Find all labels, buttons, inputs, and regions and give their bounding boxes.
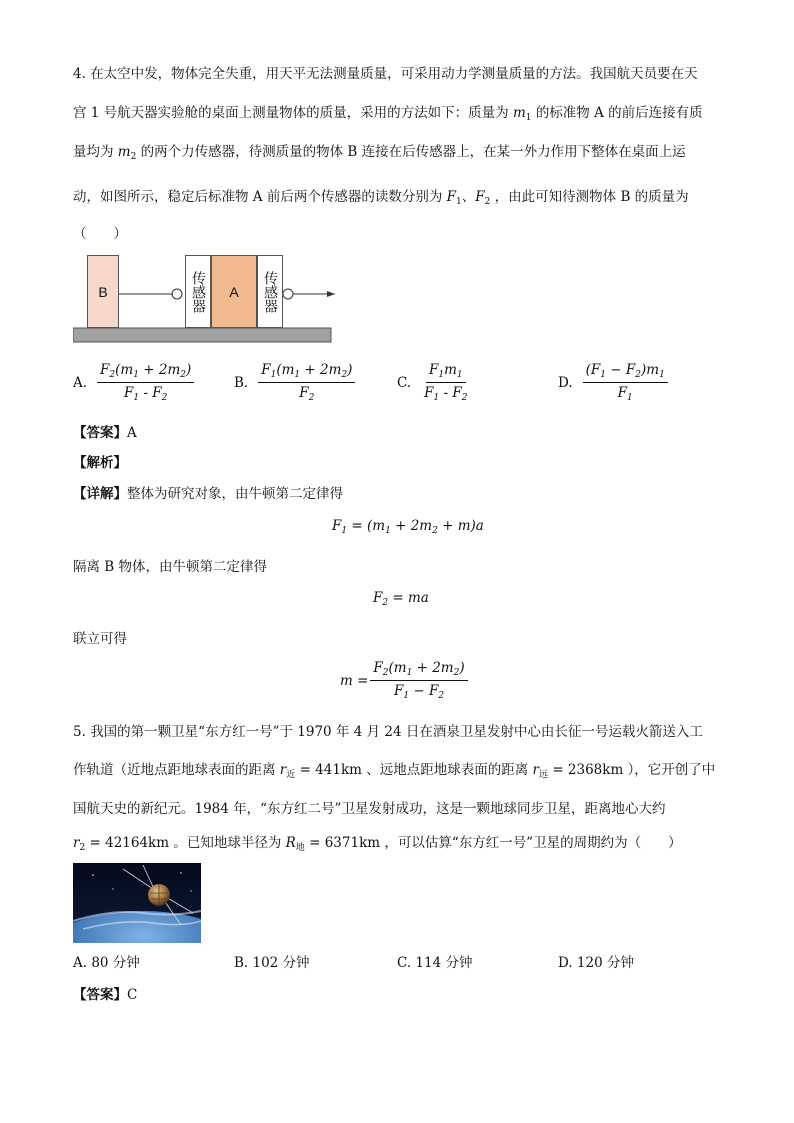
sensor-left-label: 传感器 xyxy=(190,270,206,313)
var-r-earth: $R_地$ xyxy=(285,835,305,853)
q4-text-3b: 的两个力传感器，待测质量的物体 B 连接在后传感器上，在某一外力作用下整体在桌面上运 xyxy=(140,144,686,160)
equation-3: m = $\frac{F_2(m_1 + 2m_2)}{F_1 - F_2}$ xyxy=(340,660,470,701)
arrow-head-icon xyxy=(327,291,335,297)
q4-option-b-formula: $\frac{F_1(m_1 + 2m_2)}{F_2}$ xyxy=(258,362,355,403)
q4-line-3 xyxy=(73,140,686,162)
q5-line-1 xyxy=(73,720,703,740)
q4-text-3a: 量均为 xyxy=(73,144,114,160)
q5-answer-value: C xyxy=(127,987,138,1003)
hook-left-icon xyxy=(172,289,182,299)
q5-text-2a: 作轨道（近地点距地球表面的距离 xyxy=(73,762,276,778)
q5-answer xyxy=(73,983,137,1003)
q4-combine-text: 联立可得 xyxy=(73,631,127,647)
var-r-far: $r_远$ xyxy=(532,762,549,780)
q4-line-2 xyxy=(73,101,703,123)
q4-paren: （ ） xyxy=(73,226,127,242)
q4-detail-text: 整体为研究对象，由牛顿第二定律得 xyxy=(127,486,343,502)
q4-text-2b: 的标准物 A 的前后连接有质 xyxy=(535,105,703,121)
sensor-right-label: 传感器 xyxy=(262,270,278,313)
q5-line-3: 国航天史的新纪元。1984 年，“东方红二号”卫星发射成功，这是一颗地球同步卫星，距离地心大约 xyxy=(73,801,666,817)
q4-option-a-label: A. xyxy=(73,374,88,391)
satellite-illustration xyxy=(73,863,201,943)
equation-2: $F_2$ = ma xyxy=(373,590,429,608)
q4-detail xyxy=(73,482,343,502)
q4-analysis-tag: 【解析】 xyxy=(73,455,127,471)
q5-option-d: D. 120 分钟 xyxy=(558,955,634,971)
q4-option-a-formula: $\frac{F_2(m_1 + 2m_2)}{F_1 - F_2}$ xyxy=(97,362,194,403)
satellite-image xyxy=(73,863,201,943)
q4-option-a xyxy=(73,362,196,403)
q4-text-4b: ，由此可知待测物体 B 的质量为 xyxy=(494,189,689,205)
q4-answer-value: A xyxy=(127,425,137,441)
q5-line-2 xyxy=(73,758,715,780)
q4-line-1 xyxy=(73,62,698,82)
q5-text-2b: 、远地点距地球表面的距离 xyxy=(366,762,529,778)
sensor-left xyxy=(185,255,211,328)
block-a xyxy=(211,255,257,328)
q4-text-1: 在太空中发，物体完全失重，用天平无法测量质量，可采用动力学测量质量的方法。我国航天员要在天 xyxy=(90,66,698,82)
value-r-earth: = 6371km xyxy=(309,835,381,851)
q4-sep: 、 xyxy=(461,189,476,205)
q4-detail-tag: 【详解】 xyxy=(73,486,127,502)
value-r-near: = 441km xyxy=(299,762,362,778)
var-m1: $m_1$ xyxy=(512,105,532,123)
q4-line-4 xyxy=(73,185,689,207)
q4-number: 4. xyxy=(73,66,86,82)
q4-isolate-text: 隔离 B 物体，由牛顿第二定律得 xyxy=(73,559,268,575)
var-r2: $r_2$ xyxy=(73,835,86,853)
var-f2: $F_2$ xyxy=(475,189,491,207)
block-a-label: A xyxy=(229,283,239,300)
q4-option-b-label: B. xyxy=(234,374,249,391)
var-f1: $F_1$ xyxy=(446,189,462,207)
q5-number: 5. xyxy=(73,724,86,740)
q5-answer-tag: 【答案】 xyxy=(73,987,127,1003)
table-surface xyxy=(73,328,331,342)
value-r-far: = 2368km xyxy=(552,762,624,778)
value-r2: = 42164km xyxy=(89,835,170,851)
q5-option-c: C. 114 分钟 xyxy=(397,955,473,971)
q5-text-2c: ），它开创了中 xyxy=(627,762,716,778)
q4-text-2a: 宫 1 号航天器实验舱的桌面上测量物体的质量，采用的方法如下：质量为 xyxy=(73,105,509,121)
q5-option-a: A. 80 分钟 xyxy=(73,955,140,971)
q5-text-4b: 。已知地球半径为 xyxy=(173,835,282,851)
sensor-right xyxy=(257,255,283,328)
q4-option-d-formula: $\frac{(F_1 - F_2)m_1}{F_1}$ xyxy=(583,362,668,403)
q5-text-4c: ，可以估算“东方红一号”卫星的周期约为（ ） xyxy=(384,835,682,851)
equation-1: $F_1 = (m_1 + 2m_2 + m)a$ xyxy=(332,518,484,536)
q4-answer xyxy=(73,421,137,441)
q4-option-d-label: D. xyxy=(558,374,573,391)
q5-line-4 xyxy=(73,831,682,853)
q4-option-c-formula: $\frac{F_1m_1}{F_1 - F_2}$ xyxy=(424,362,468,403)
q4-option-c-label: C. xyxy=(397,374,412,391)
q4-answer-tag: 【答案】 xyxy=(73,425,127,441)
q4-option-b xyxy=(234,362,357,403)
var-r-near: $r_近$ xyxy=(279,762,296,780)
q5-option-b: B. 102 分钟 xyxy=(234,955,310,971)
block-b-label: B xyxy=(98,283,108,300)
q4-option-c xyxy=(397,362,473,403)
q4-option-d xyxy=(558,362,670,403)
q4-text-4a: 动，如图所示，稳定后标准物 A 前后两个传感器的读数分别为 xyxy=(73,189,443,205)
var-m2: $m_2$ xyxy=(117,144,137,162)
sensor-diagram xyxy=(73,253,335,345)
q5-text-1: 我国的第一颗卫星“东方红一号”于 1970 年 4 月 24 日在酒泉卫星发射中心由长征一号运载火箭送入工 xyxy=(90,724,703,740)
hook-right-icon xyxy=(283,289,293,299)
